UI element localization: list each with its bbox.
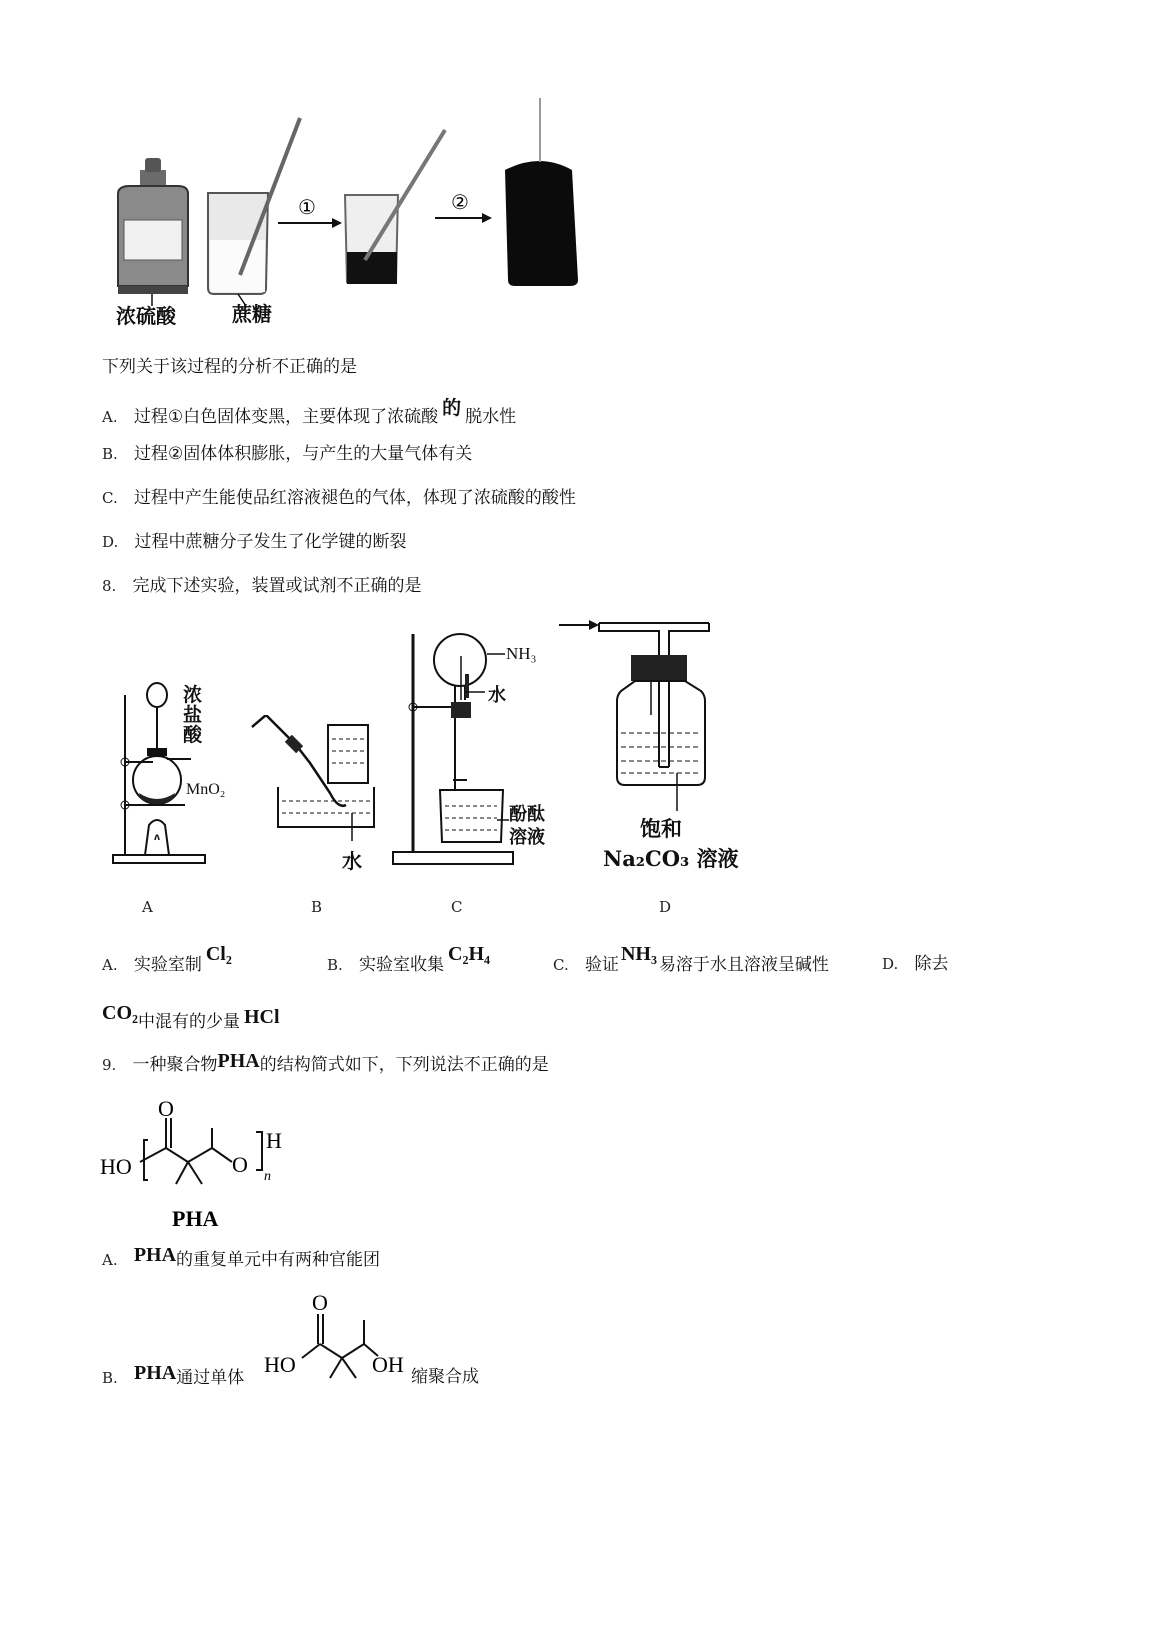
q7-option-b: B. 过程②固体体积膨胀，与产生的大量气体有关 xyxy=(102,444,473,464)
q8-option-c: C. 验证 NH₃ 易溶于水且溶液呈碱性 xyxy=(553,943,829,975)
q7-option-a: A. 过程①白色固体变黑，主要体现了浓硫酸 的 脱水性 xyxy=(102,397,517,427)
apparatus-a-label-3: 酸 xyxy=(183,724,203,746)
apparatus-d-solution-1: 饱和 xyxy=(640,816,682,841)
step2-mark: ② xyxy=(451,192,469,214)
apparatus-d-letter: D xyxy=(659,898,672,916)
apparatus-c-letter: C xyxy=(451,898,463,916)
pha-name: PHA xyxy=(172,1206,219,1231)
pha-n: n xyxy=(264,1169,271,1184)
apparatus-b-letter: B xyxy=(311,898,323,916)
q8-stem: 8. 完成下述实验，装置或试剂不正确的是 xyxy=(102,576,422,596)
apparatus-a xyxy=(105,675,245,875)
apparatus-c-indicator-1: 酚酞 xyxy=(509,804,545,825)
step1-mark: ① xyxy=(298,197,316,219)
apparatus-d-solution-2: Na₂CO₃ 溶液 xyxy=(603,846,739,871)
q9-option-b: B. PHA通过单体 xyxy=(102,1362,245,1388)
apparatus-a-label-1: 浓 xyxy=(183,684,203,706)
label-sucrose: 蔗糖 xyxy=(232,302,272,326)
apparatus-a-letter: A xyxy=(142,898,153,916)
pha-end-h: H xyxy=(266,1128,282,1153)
monomer-oh: OH xyxy=(372,1352,404,1377)
q8-option-a: A. 实验室制 Cl₂ xyxy=(102,943,232,975)
acid-bottle-drawing xyxy=(118,158,188,294)
monomer-o: O xyxy=(312,1290,328,1315)
q7-option-d: D. 过程中蔗糖分子发生了化学键的断裂 xyxy=(102,532,407,552)
q7-option-c: C. 过程中产生能使品红溶液褪色的气体，体现了浓硫酸的酸性 xyxy=(102,488,576,508)
expanded-carbon-drawing xyxy=(505,98,578,286)
q8-option-d-continued: CO₂中混有的少量 HCl xyxy=(102,1002,280,1032)
apparatus-b xyxy=(250,715,380,845)
pha-structure xyxy=(98,1092,298,1232)
apparatus-b-water-label: 水 xyxy=(342,849,362,873)
q7-stem: 下列关于该过程的分析不正确的是 xyxy=(102,357,357,377)
label-conc-sulfuric-acid: 浓硫酸 xyxy=(116,304,176,328)
blackened-beaker-drawing xyxy=(345,130,445,284)
apparatus-a-label-2: 盐 xyxy=(183,704,203,726)
q9-option-b-tail: 缩聚合成 xyxy=(411,1367,479,1387)
apparatus-c-water-label: 水 xyxy=(488,685,506,706)
q8-option-b: B. 实验室收集 C₂H₄ xyxy=(327,943,491,975)
pha-carbonyl-o: O xyxy=(158,1096,174,1121)
q9-option-a: A. PHA的重复单元中有两种官能团 xyxy=(102,1244,381,1270)
apparatus-c-indicator-2: 溶液 xyxy=(509,827,545,848)
sugar-beaker-drawing xyxy=(208,118,300,294)
pha-chain-o: O xyxy=(232,1152,248,1177)
pha-ho: HO xyxy=(100,1154,132,1179)
apparatus-c-gas-label: NH₃ xyxy=(506,644,537,663)
q8-option-d: D. 除去 xyxy=(882,954,949,974)
q9-stem: 9. 一种聚合物PHA的结构简式如下，下列说法不正确的是 xyxy=(102,1050,549,1075)
apparatus-a-reagent: MnO₂ xyxy=(186,781,226,798)
monomer-ho: HO xyxy=(264,1352,296,1377)
monomer-structure xyxy=(262,1286,422,1396)
